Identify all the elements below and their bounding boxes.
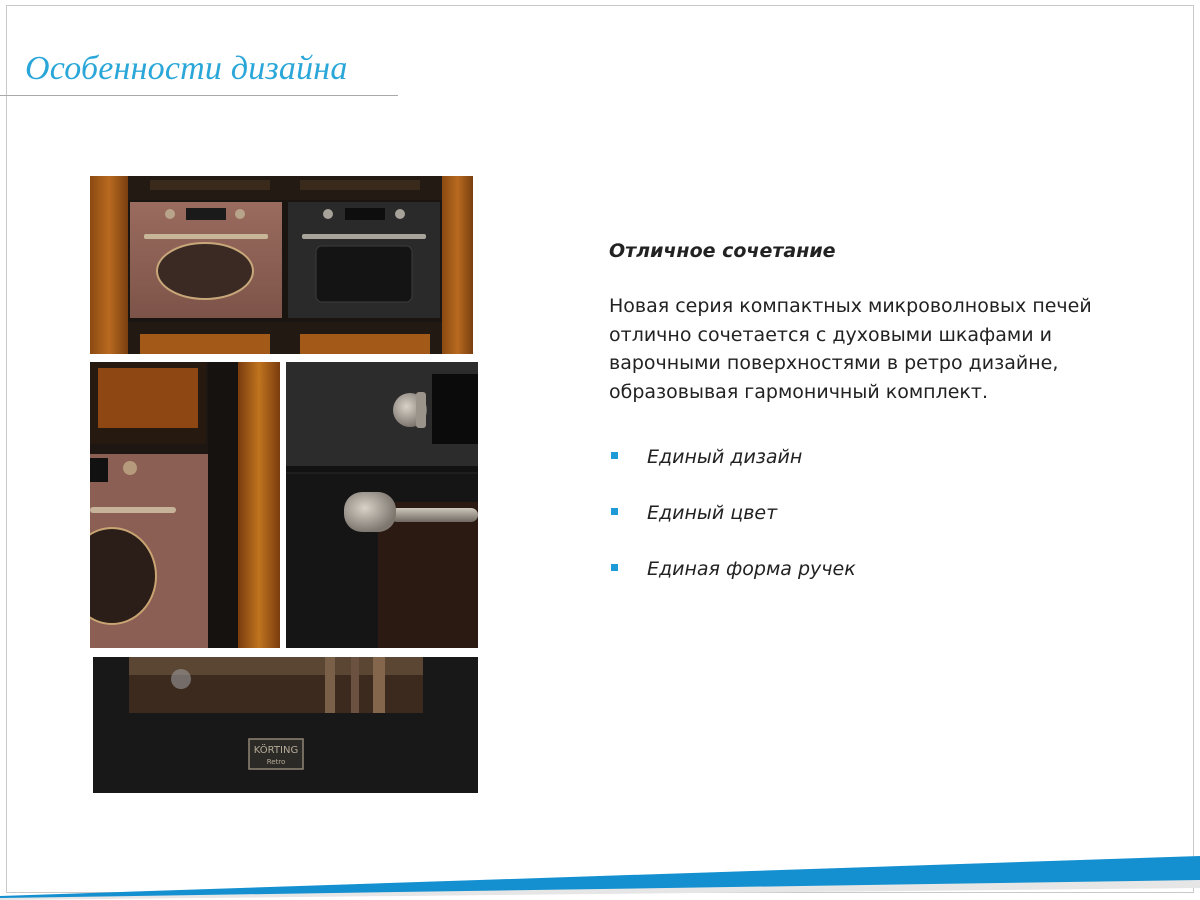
title-divider: [0, 95, 398, 96]
photo-copper-oven-detail: [90, 362, 280, 648]
feature-item: [609, 502, 1129, 558]
square-bullet-icon: [611, 564, 618, 571]
feature-label: Единый цвет: [647, 502, 778, 524]
bottom-decorative-band: [0, 850, 1200, 900]
content-text-block: [609, 240, 1129, 614]
logo-brand-text: KÖRTING: [253, 745, 299, 756]
feature-list: [609, 446, 1129, 614]
feature-label: Единый дизайн: [647, 446, 803, 468]
square-bullet-icon: [611, 452, 618, 459]
photo-ovens-in-cabinet: [90, 176, 473, 354]
content-subheading: Отличное сочетание: [609, 240, 836, 262]
feature-label: Единая форма ручек: [647, 558, 856, 580]
logo-series-text: Retro: [266, 758, 286, 766]
feature-item: [609, 558, 1129, 614]
photo-oven-door-logo: [93, 657, 478, 793]
square-bullet-icon: [611, 508, 618, 515]
content-paragraph: Новая серия компактных микроволновых печей отлично сочетается с духовыми шкафами и варочными поверхностями в ретро дизайне, образовывая гармоничный комплект.: [609, 295, 1092, 403]
feature-item: [609, 446, 1129, 502]
photo-black-oven-handle: [286, 362, 478, 648]
slide-title: Особенности дизайна: [25, 50, 348, 87]
